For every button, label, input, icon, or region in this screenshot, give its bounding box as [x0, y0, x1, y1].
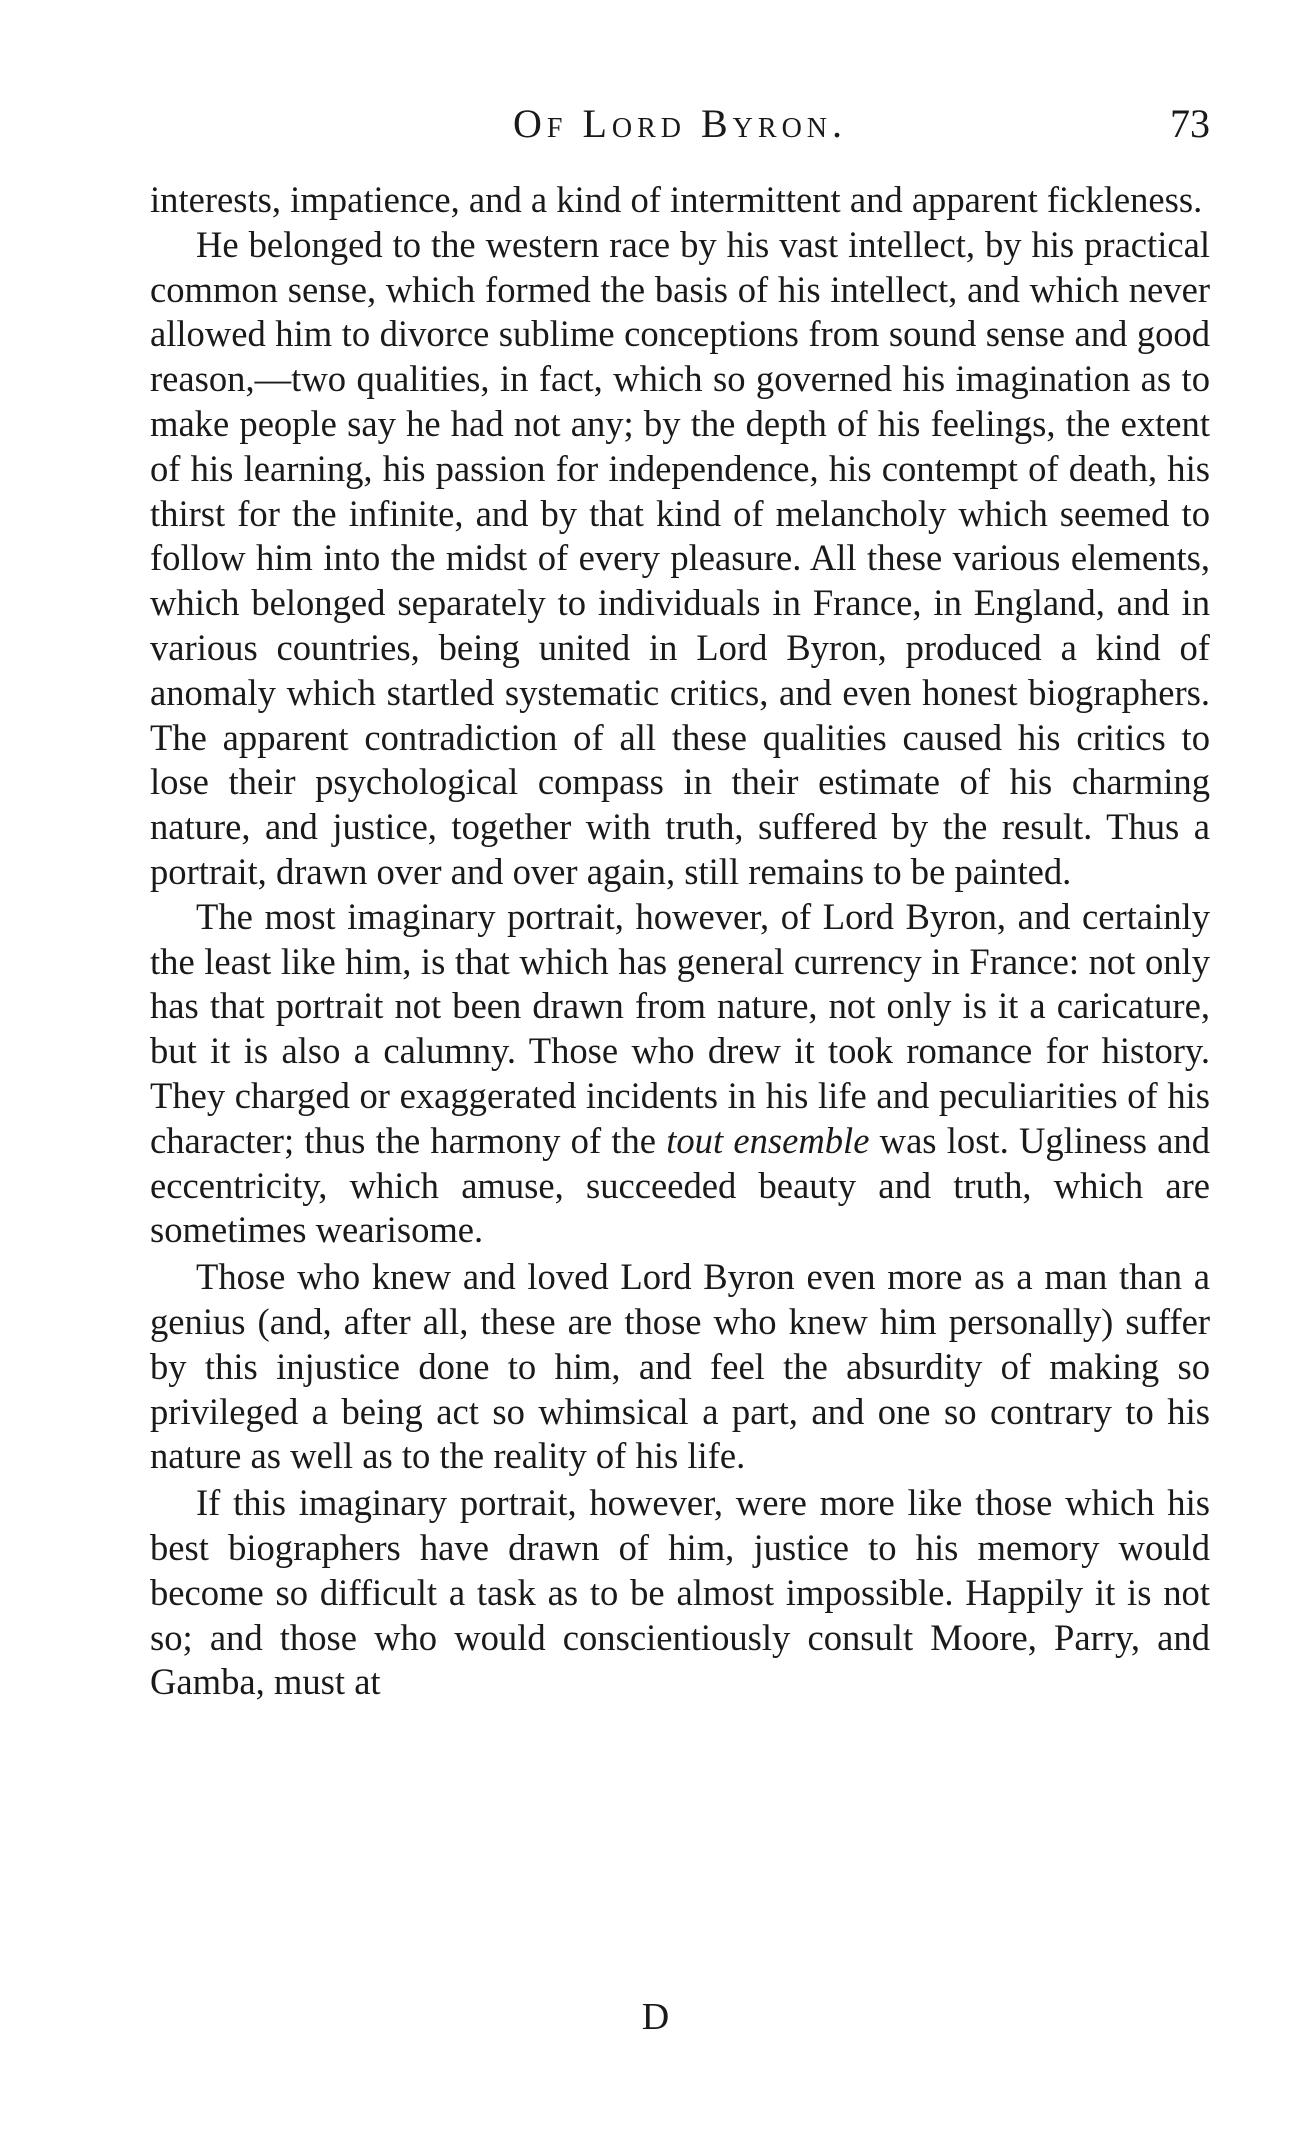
- paragraph-those-who-knew: Those who knew and loved Lord Byron even more as a man than a genius (and, after all, these are those who knew him personally) suffer by this injustice done to him, and feel the absurdity of making so privileged a being act so whimsical a part, and one so contrary to his nature as well as to the reality of his life.: [150, 1256, 1210, 1477]
- paragraph-western-race: He belonged to the western race by his vast intellect, by his practical common sense, which formed the basis of his intellect, and which never allowed him to divorce sublime conceptions from sound sense and good reason,—two qualities, in fact, which so governed his imagination as to make people say he had not any; by the depth of his feelings, the extent of his learning, his passion for independence, his contempt of death, his thirst for the infinite, and by that kind of melancholy which seemed to follow him into the midst of every pleasure. All these various elements, which belonged separately to individuals in France, in England, and in various countries, being united in Lord Byron, produced a kind of anomaly which startled systematic critics, and even honest biographers. The apparent contradiction of all these qualities caused his critics to lose their psychological compass in their estimate of his charming nature, and justice, together with truth, suffered by the result. Thus a portrait, drawn over and over again, still remains to be painted.: [150, 223, 1210, 892]
- page-number: 73: [1170, 101, 1210, 146]
- paragraph-text-after-emphasis: was lost. Ugliness and eccentricity, which amuse, succeeded beauty and truth, which are sometimes wearisome.: [150, 1119, 1210, 1251]
- paragraph-text-before-emphasis: The most imaginary portrait, however, of Lord Byron, and certainly the least like him, is that which has general currency in France: not only has that portrait not been drawn from nature, not only is it a caricature, but it is also a calumny. Those who drew it took romance for history. They charged or exaggerated incidents in his life and peculiarities of his character; thus the harmony of the: [150, 895, 1210, 1161]
- running-title: Of Lord Byron.: [512, 101, 848, 146]
- paragraph-continuation: interests, impatience, and a kind of intermittent and apparent fickleness.: [150, 179, 1203, 220]
- paragraph-imaginary-portrait: [150, 895, 1210, 1253]
- paragraph-if-this-portrait: If this imaginary portrait, however, were more like those which his best biographers have drawn of him, justice to his memory would become so difficult a task as to be almost impossible. Happily it is not so; and those who would conscientiously consult Moore, Parry, and Gamba, must at: [150, 1482, 1210, 1703]
- italic-phrase: tout ensemble: [666, 1119, 870, 1161]
- body-text: [150, 178, 1210, 1705]
- page-header: [150, 100, 1210, 160]
- signature-mark: D: [641, 1996, 670, 2038]
